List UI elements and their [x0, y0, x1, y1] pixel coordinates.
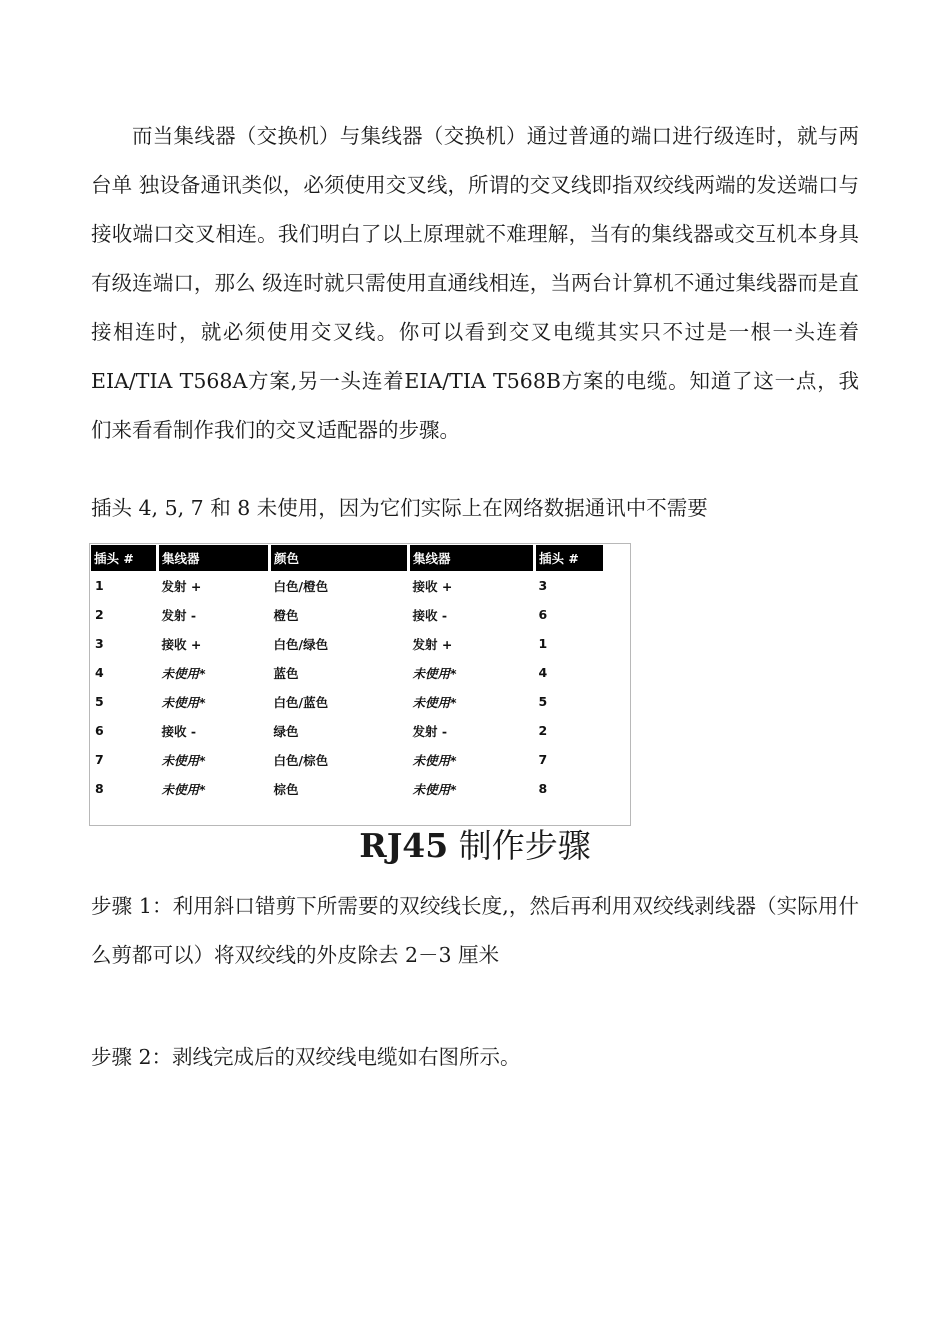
table-body	[91, 571, 603, 803]
table-row	[91, 745, 603, 774]
cell-pin-right: 8	[538, 781, 548, 796]
paragraph-step-2: 步骤 2：剥线完成后的双绞线电缆如右图所示。	[91, 1045, 521, 1069]
cell-hub-right: 发射 +	[412, 636, 453, 652]
cell-pin-right: 4	[538, 665, 548, 680]
header-pin-right: 插头 #	[535, 545, 604, 571]
paragraph-unused-pins-note: 插头 4, 5, 7 和 8 未使用，因为它们实际上在网络数据通讯中不需要	[91, 496, 708, 520]
cell-hub-left: 发射 -	[161, 607, 197, 623]
table-row	[91, 571, 603, 600]
cell-color: 绿色	[273, 723, 299, 739]
cell-pin-left: 4	[95, 665, 104, 680]
heading-rest: 制作步骤	[448, 826, 591, 865]
cell-color: 棕色	[273, 781, 299, 797]
cell-hub-right: 未使用*	[412, 752, 457, 768]
paragraph-step-1: 步骤 1：利用斜口错剪下所需要的双绞线长度,，然后再利用双绞线剥线器（实际用什么剪都可以）将双绞线的外皮除去 2－3 厘米	[91, 894, 859, 967]
section-heading	[0, 820, 950, 872]
cell-hub-left: 接收 -	[161, 723, 197, 739]
cell-hub-left: 发射 +	[161, 578, 202, 594]
table-row	[91, 629, 603, 658]
cell-hub-left: 接收 +	[161, 636, 202, 652]
cell-hub-right: 接收 +	[412, 578, 453, 594]
table-row	[91, 600, 603, 629]
table-row	[91, 658, 603, 687]
cell-pin-left: 8	[95, 781, 104, 796]
cell-pin-right: 7	[538, 752, 548, 767]
cell-hub-right: 接收 -	[412, 607, 448, 623]
cell-hub-right: 发射 -	[412, 723, 448, 739]
paragraph-crossover-explanation: 而当集线器（交换机）与集线器（交换机）通过普通的端口进行级连时，就与两台单 独设备通讯类似，必须使用交叉线，所谓的交叉线即指双绞线两端的发送端口与接收端口交叉相连。我们明白了以上原理就不难理解，当有的集线器或交互机本身具有级连端口，那么 级连时就只需使用直通线相连，当两台计算机不通过集线器而是直接相连时，就必须使用交叉线。你可以看到交叉电缆其实只不过是一根一头连着EIA/TIA T568A方案,另一头连着EIA/TIA T568B方案的电缆。知道了这一点，我们来看看制作我们的交叉适配器的步骤。	[91, 124, 859, 442]
cell-pin-right: 1	[538, 636, 548, 651]
cell-pin-left: 5	[95, 694, 104, 709]
cell-pin-left: 6	[95, 723, 104, 738]
cell-pin-right: 2	[538, 723, 548, 738]
cell-hub-left: 未使用*	[161, 665, 206, 681]
cell-pin-left: 7	[95, 752, 104, 767]
header-hub-left: 集线器	[158, 545, 270, 571]
table-row	[91, 687, 603, 716]
cell-pin-right: 5	[538, 694, 548, 709]
header-color: 颜色	[270, 545, 409, 571]
table-row	[91, 774, 603, 803]
cell-hub-left: 未使用*	[161, 781, 206, 797]
cell-pin-right: 6	[538, 607, 548, 622]
cell-hub-right: 未使用*	[412, 694, 457, 710]
cell-pin-right: 3	[538, 578, 548, 593]
cell-hub-left: 未使用*	[161, 752, 206, 768]
cell-color: 白色/棕色	[273, 752, 329, 768]
cell-hub-left: 未使用*	[161, 694, 206, 710]
header-pin-left: 插头 #	[91, 545, 158, 571]
cell-color: 蓝色	[273, 665, 299, 681]
header-hub-right: 集线器	[409, 545, 535, 571]
cell-hub-right: 未使用*	[412, 665, 457, 681]
cell-hub-right: 未使用*	[412, 781, 457, 797]
cell-color: 白色/橙色	[273, 578, 329, 594]
cell-pin-left: 1	[95, 578, 104, 593]
cell-color: 白色/绿色	[273, 636, 329, 652]
table-header-row	[91, 545, 603, 571]
cell-pin-left: 3	[95, 636, 104, 651]
pin-assignment-table-frame	[89, 543, 631, 826]
pin-assignment-table	[91, 545, 603, 803]
table-row	[91, 716, 603, 745]
cell-color: 白色/蓝色	[273, 694, 329, 710]
cell-color: 橙色	[273, 607, 299, 623]
heading-bold-part: RJ45	[359, 826, 449, 865]
cell-pin-left: 2	[95, 607, 104, 622]
